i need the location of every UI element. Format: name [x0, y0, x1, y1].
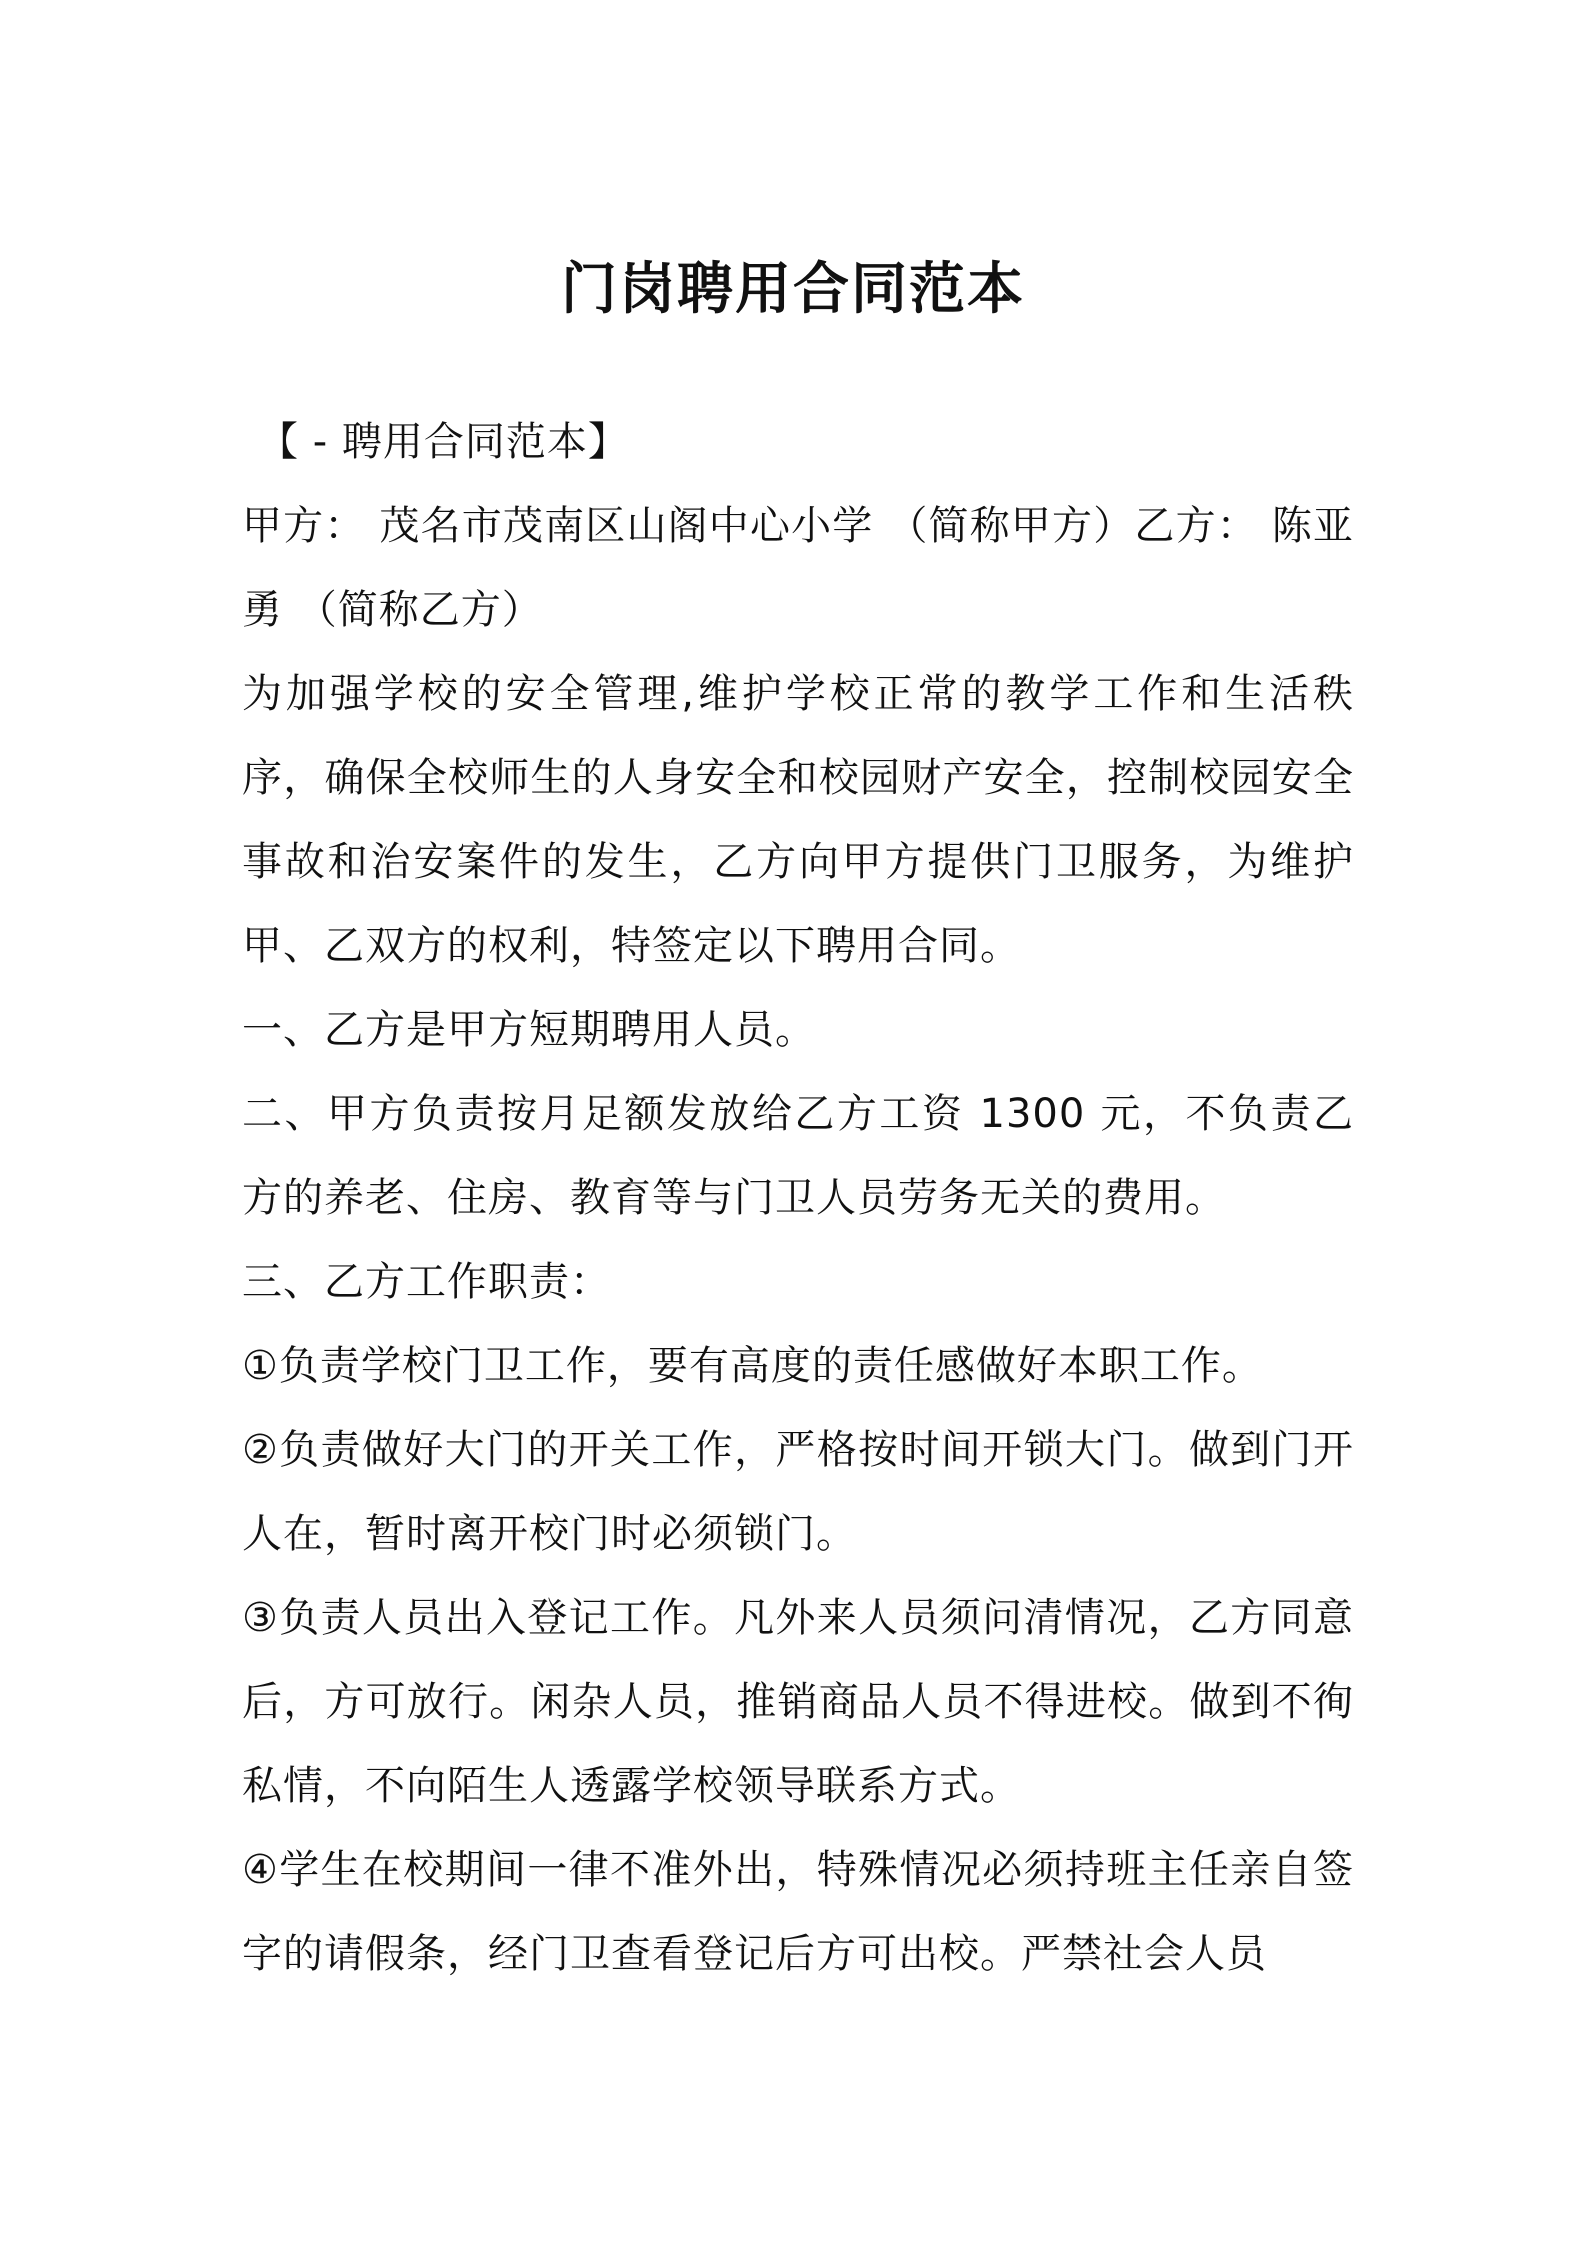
- document-body: [242, 400, 1354, 1996]
- duty-item-1: ①负责学校门卫工作，要有高度的责任感做好本职工作。: [242, 1343, 1263, 1389]
- duty-item-2: ②负责做好大门的开关工作，严格按时间开锁大门。做到门开人在，暂时离开校门时必须锁门。: [242, 1427, 1354, 1557]
- clause-3-heading: 三、乙方工作职责：: [242, 1259, 611, 1305]
- preamble-paragraph: 为加强学校的安全管理,维护学校正常的教学工作和生活秩序，确保全校师生的人身安全和校园财产安全，控制校园安全事故和治安案件的发生，乙方向甲方提供门卫服务，为维护甲、乙双方的权利，特签定以下聘用合同。: [242, 671, 1354, 969]
- duty-item-4: ④学生在校期间一律不准外出，特殊情况必须持班主任亲自签字的请假条，经门卫查看登记后方可出校。严禁社会人员: [242, 1847, 1354, 1977]
- duty-item-3: ③负责人员出入登记工作。凡外来人员须问清情况，乙方同意后，方可放行。闲杂人员，推销商品人员不得进校。做到不徇私情，不向陌生人透露学校领导联系方式。: [242, 1595, 1354, 1809]
- parties-paragraph: 甲方： 茂名市茂南区山阁中心小学 （简称甲方）乙方： 陈亚勇 （简称乙方）: [242, 503, 1354, 633]
- document-title: 门岗聘用合同范本: [561, 257, 1025, 322]
- clause-1: 一、乙方是甲方短期聘用人员。: [242, 1007, 816, 1053]
- clause-2: 二、甲方负责按月足额发放给乙方工资 1300 元，不负责乙方的养老、住房、教育等与门卫人员劳务无关的费用。: [242, 1091, 1354, 1221]
- document-subtitle: 【 - 聘用合同范本】: [258, 419, 629, 465]
